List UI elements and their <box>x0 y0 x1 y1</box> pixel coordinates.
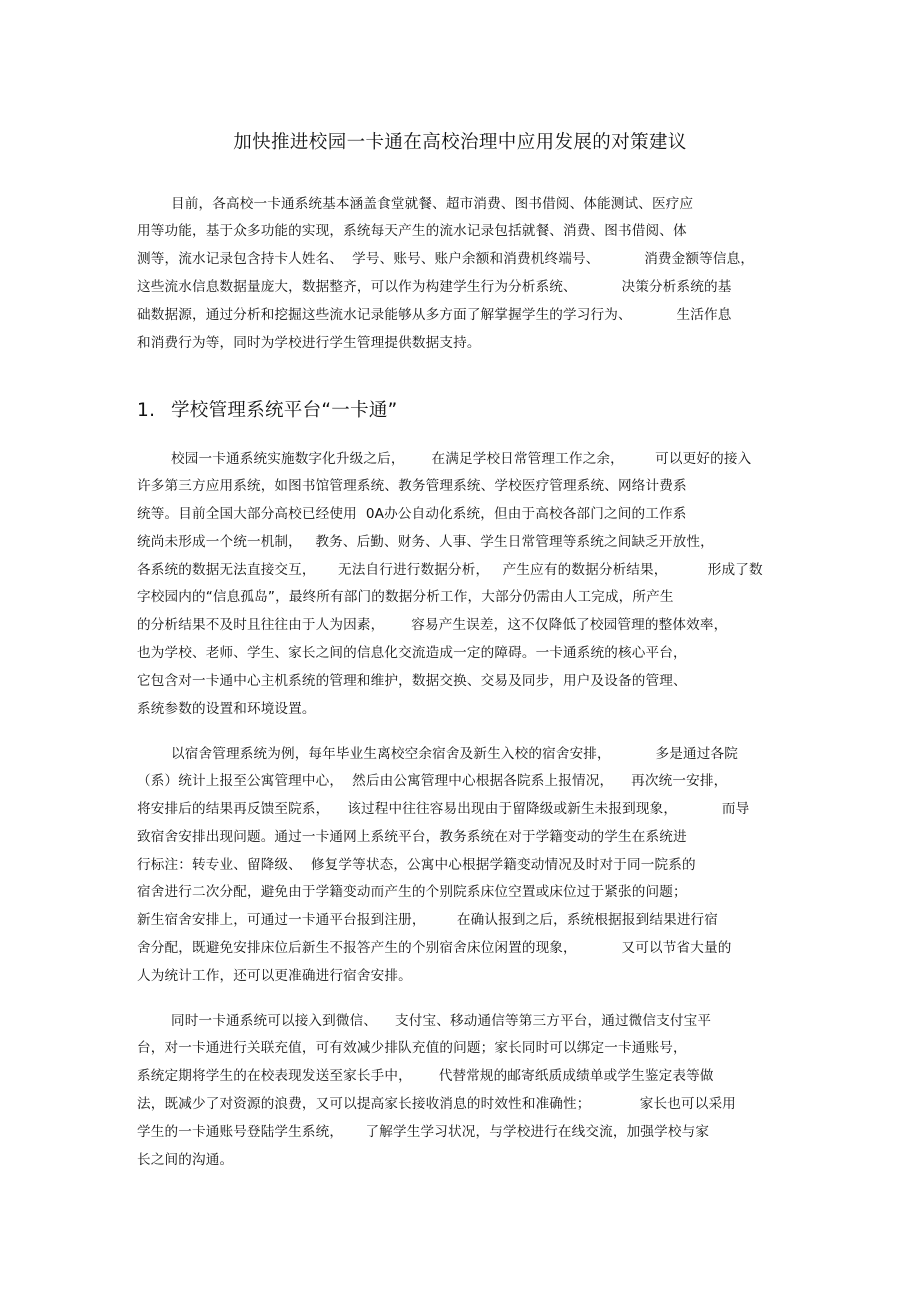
paragraph-line: 致宿舍安排出现问题。通过一卡通网上系统平台，教务系统在对于学籍变动的学生在系统进 <box>137 829 687 845</box>
document-title: 加快推进校园一卡通在高校治理中应用发展的对策建议 <box>233 132 687 153</box>
paragraph-line: 础数据源，通过分析和挖掘这些流水记录能够从多方面了解掌握学生的学习行为、 生活作息 <box>137 307 732 323</box>
paragraph-line: 校园一卡通系统实施数字化升级之后， 在满足学校日常管理工作之余， 可以更好的接入 <box>171 451 752 467</box>
paragraph-line: 各系统的数据无法直接交互， 无法自行进行数据分析， 产生应有的数据分析结果， 形成了数 <box>137 562 763 578</box>
section-number: 1. <box>137 400 156 421</box>
paragraph-line: 也为学校、老师、学生、家长之间的信息化交流造成一定的障碍。一卡通系统的核心平台， <box>137 645 687 661</box>
paragraph-line: （系）统计上报至公寓管理中心， 然后由公寓管理中心根据各院系上报情况， 再次统一安排， <box>137 773 728 789</box>
paragraph-line: 舍分配，既避免安排床位后新生不报答产生的个别宿舍床位闲置的现象， 又可以节省大量的 <box>137 940 732 956</box>
paragraph-line: 台，对一卡通进行关联充值，可有效减少排队充值的问题；家长同时可以绑定一卡通账号， <box>137 1040 687 1056</box>
paragraph-line: 的分析结果不及时且往往由于人为因素， 容易产生误差，这不仅降低了校园管理的整体效率， <box>137 617 728 633</box>
paragraph-line: 同时一卡通系统可以接入到微信、 支付宝、移动通信等第三方平台，通过微信支付宝平 <box>171 1013 712 1029</box>
paragraph-line: 目前，各高校一卡通系统基本涵盖食堂就餐、超市消费、图书借阅、体能测试、医疗应 <box>171 196 694 212</box>
paragraph-line: 行标注：转专业、留降级、 修复学等状态，公寓中心根据学籍变动情况及时对于同一院系的 <box>137 857 696 873</box>
paragraph-line: 学生的一卡通账号登陆学生系统， 了解学生学习状况，与学校进行在线交流，加强学校与家 <box>137 1124 710 1140</box>
paragraph-line: 新生宿舍安排上，可通过一卡通平台报到注册， 在确认报到之后，系统根据报到结果进行宿 <box>137 912 719 928</box>
paragraph-line: 许多第三方应用系统，如图书馆管理系统、教务管理系统、学校医疗管理系统、网络计费系 <box>137 478 687 494</box>
paragraph-line: 和消费行为等，同时为学校进行学生管理提供数据支持。 <box>137 335 481 351</box>
section-heading-text: 学校管理系统平台“一卡通” <box>171 400 398 421</box>
paragraph-line: 人为统计工作，还可以更准确进行宿舍安排。 <box>137 968 412 984</box>
paragraph-line: 用等功能，基于众多功能的实现，系统每天产生的流水记录包括就餐、消费、图书借阅、体 <box>137 223 687 239</box>
paragraph-line: 测等，流水记录包含持卡人姓名、 学号、账号、账户余额和消费机终端号、 消费金额等信息， <box>137 251 755 267</box>
paragraph-line: 法，既减少了对资源的浪费，又可以提高家长接收消息的时效性和准确性； 家长也可以采用 <box>137 1096 736 1112</box>
paragraph-line: 字校园内的“信息孤岛”，最终所有部门的数据分析工作，大部分仍需由人工完成，所产生 <box>137 589 674 605</box>
paragraph-line: 宿舍进行二次分配，避免由于学籍变动而产生的个别院系床位空置或床位过于紧张的问题； <box>137 884 687 900</box>
paragraph-line: 系统参数的设置和环境设置。 <box>137 701 316 717</box>
paragraph-line: 以宿舍管理系统为例，每年毕业生离校空余宿舍及新生入校的宿舍安排， 多是通过各院 <box>171 746 738 762</box>
paragraph-line: 长之间的沟通。 <box>137 1152 234 1168</box>
paragraph-line: 系统定期将学生的在校表现发送至家长手中， 代替常规的邮寄纸质成绩单或学生鉴定表等做 <box>137 1068 714 1084</box>
paragraph-line: 它包含对一卡通中心主机系统的管理和维护，数据交换、交易及同步，用户及设备的管理、 <box>137 673 687 689</box>
paragraph-line: 将安排后的结果再反馈至院系， 该过程中往往容易出现由于留降级或新生未报到现象， 而导 <box>137 801 750 817</box>
paragraph-line: 这些流水信息数据量庞大，数据整齐，可以作为构建学生行为分析系统、 决策分析系统的基 <box>137 279 732 295</box>
paragraph-line: 统尚未形成一个统一机制， 教务、后勤、财务、人事、学生日常管理等系统之间缺乏开放性， <box>137 534 714 550</box>
paragraph-line: 统等。目前全国大部分高校已经使用 0A办公自动化系统，但由于高校各部门之间的工作系 <box>137 506 687 522</box>
section-heading <box>137 396 398 422</box>
